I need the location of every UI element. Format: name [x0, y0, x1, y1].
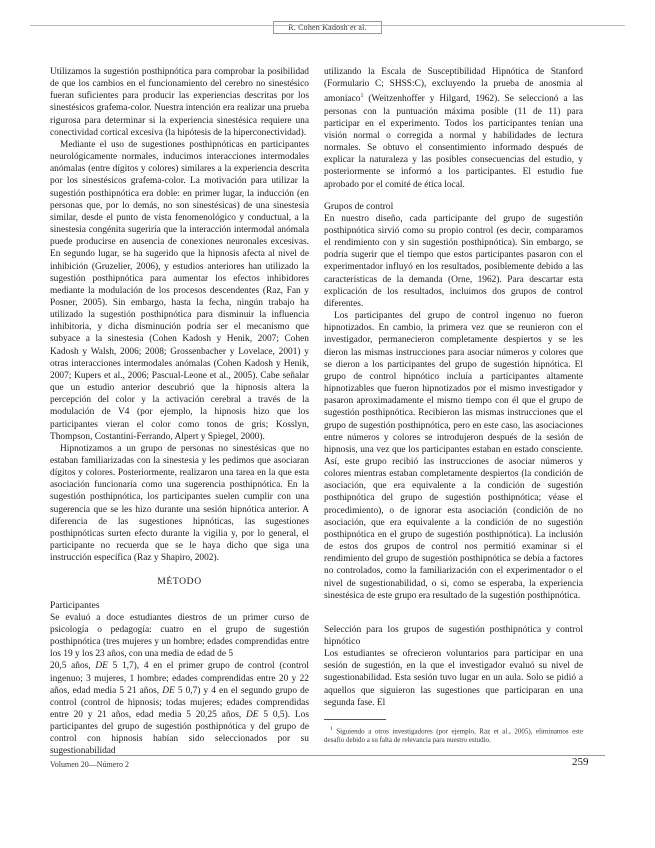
control-paragraph-2: Los participantes del grupo de control ingenuo no fueron hipnotizados. En cambio, la primera vez que se reunieron con el investigador, permanecieron completamente despiertos y se les dieron las mismas instrucciones para asociar números y colores que se dieron a los participantes del grupo de sugestión hipnótica. El grupo de control hipnótico incluía a participantes altamente hipnotizables que fueron hipnotizados por el mismo investigador y pasaron aproximadamente el mismo tiempo con él que el grupo de sugestión posthipnótica. Recibieron las mismas instrucciones que el grupo de sugestión posthipnótica, pero en este caso, las asociaciones entre números y colores se introdujeron después de la sesión de hipnosis, una vez que los participantes estaban en estado consciente. Así, este grupo recibió las instrucciones de asociar números y colores mientras estaban completamente despiertos (la condición de asociación, que era equivalente a la condición de sugestión posthipnótica del grupo de sugestión posthipnótica; véase el procedimiento), o de ignorar esta asociación (condición de no asociación, que era equivalente a la condición de no sugestión posthipnótica en el grupo de sugestión posthipnótica). La inclusión de estos dos grupos de control nos permitió examinar si el rendimiento del grupo de sugestión posthipnótica se debía a factores no controlados, como la familiarización con el experimentador o el nivel de sugestionabilidad, o si, como se esperaba, la experiencia sinestésica de este grupo era resultado de la sugestión posthipnótica. [324, 311, 583, 601]
participants-text-d: 5 0,7) y 4 en el segundo grupo de control (control de hipnosis; todas mujeres; edades comprendidas entre 20 y 21 años, edad media 5 20,25 años, [50, 685, 309, 720]
participants-text-a: Se evaluó a doce estudiantes diestros de un primer curso de psicología o pedagogía: cuatro en el grupo de sugestión posthipnótica (tres mujeres y un hombre; edades comprendidas entre los 19 y los 23 años, con una media de edad de 5 [50, 612, 309, 660]
footnote-rule [324, 719, 386, 720]
left-paragraph-1: Utilizamos la sugestión posthipnótica para comprobar la posibilidad de que los cambios en el funcionamiento del cerebro no sinestésico fueran suficientes para producir las experiencias descritas por los sinestésicos grafema-color. Nuestra intención era realizar una prueba rigurosa para determinar si la experiencia sinestésica requiere una conectividad cortical excesiva (la hipótesis de la hiperconectividad). [50, 67, 309, 138]
section-title-method: MÉTODO [157, 576, 202, 588]
left-column [50, 66, 309, 758]
participants-text-e: 5 0,5). Los participantes del grupo de sugestión posthipnótica y del grupo de control con hipnosis habían sido seleccionados por su sugestionabilidad [50, 709, 309, 757]
running-head [0, 17, 655, 35]
spacer [324, 602, 583, 624]
participants-text-b: 20,5 años, [50, 661, 96, 672]
control-paragraph-1: En nuestro diseño, cada participante del grupo de sugestión posthipnótica sirvió como su propio control (es decir, comparamos el rendimiento con y sin sugestión posthipnótica). Sin embargo, se podría sugerir que el tiempo que estos participantes pasaron con el experimentador influyó en los resultados, posiblemente debido a las características de la demanda (Orne, 1962). Para descartar esta explicación de los resultados, incluimos dos grupos de control diferentes. [324, 213, 583, 309]
selection-heading: Selección para los grupos de sugestión posthipnótica y control hipnótico [324, 623, 583, 647]
left-paragraph-3: Hipnotizamos a un grupo de personas no sinestésicas que no estaban familiarizadas con la sinestesia y les pedimos que asociaran dígitos y colores. Posteriormente, realizaron una tarea en la que esta asociación funcionaría como una sugerencia posthipnótica. En la sugestión posthipnótica, los participantes suelen cumplir con una sugerencia que se les hizo durante una sesión hipnótica anterior. A diferencia de las sugestiones hipnóticas, las sugestiones posthipnóticas surten efecto durante la vigilia y, por lo general, el participante no recuerda que se le haya dicho que siga una instrucción específica (Raz y Shapiro, 2002). [50, 443, 309, 564]
control-groups-heading: Grupos de control [324, 200, 394, 212]
participants-paragraph [50, 612, 309, 758]
footnote-text: Siguiendo a otros investigadores (por ejemplo, Raz et al., 2005), eliminamos este desafío debido a su falta de relevancia para nuestro estudio. [324, 727, 583, 745]
participants-text-c: 5 1,7), 4 en el primer grupo de control (control ingenuo; 3 mujeres, 1 hombre; edades comprendidas entre 20 y 22 años, edad media 5 21 años, [50, 661, 309, 696]
left-paragraph-2: Mediante el uso de sugestiones posthipnóticas en participantes neurológicamente normales, inducimos interacciones intermodales anómalas (entre dígitos y colores) similares a la experiencia descrita por los sinestésicos grafema-color. La motivación para utilizar la sugestión posthipnótica era doble: en primer lugar, la inducción (en personas que, por lo demás, no son sinestésicas) de una sinestesia similar, desde el punto de vista fenomenológico y conductual, a la sinestesia congénita sugeriría que la interacción intermodal anómala puede producirse en ausencia de conexiones neuronales excesivas. En segundo lugar, se ha sugerido que la hipnosis afecta al nivel de inhibición (Gruzelier, 2006), y estudios anteriores han utilizado la sugestión posthipnótica para aumentar los efectos inhibidores mediante la modulación de los procesos descendentes (Raz, Fan y Posner, 2005). Sin embargo, hasta la fecha, ningún trabajo ha utilizado la sugestión posthipnótica para disminuir la influencia inhibitoria, y dicha disminución podría ser el mecanismo que subyace a la sinestesia (Cohen Kadosh y Henik, 2007; Cohen Kadosh y Walsh, 2006; 2008; Grossenbacher y Lovelace, 2001) y otras interacciones intermodales anómalas (Cohen Kadosh y Henik, 2007; Kupers et al., 2006; Pascual-Leone et al., 2005). Cabe señalar que un estudio anterior descubrió que la hipnosis altera la percepción del color y la activación cerebral a través de la modulación de V4 (por ejemplo, la hipnosis hizo que los participantes vieran el color como tonos de gris; Kosslyn, Thompson, Costantini-Ferrando, Alpert y Spiegel, 2000). [50, 139, 309, 442]
sd-label-1: DE [95, 661, 108, 672]
right-paragraph-1b: (Weitzenhoffer y Hilgard, 1962). Se seleccionó a las personas con la puntuación máxima posible (11 de 11) para participar en el experimento. Todos los participantes tenían una visión normal o corregida a normal y habilidades de lectura normales. Se obtuvo el consentimiento informado después de explicar la naturaleza y las posibles consecuencias del estudio, y posteriormente se informó a los participantes. El estudio fue aprobado por el comité de ética local. [324, 94, 583, 190]
sd-label-3: DE [246, 709, 259, 720]
footnote-marker: 1 [360, 93, 364, 100]
participants-heading: Participantes [50, 599, 100, 611]
footnote-number: 1 [330, 725, 333, 732]
right-column [324, 66, 583, 745]
right-paragraph-1 [324, 66, 583, 191]
page-number: 259 [572, 756, 589, 768]
spacer [324, 191, 583, 201]
right-paragraph-1a: utilizando la Escala de Susceptibilidad Hipnótica de Stanford (Formulario C; SHSS:C), excluyendo la prueba de anosmia al amoníaco [324, 67, 583, 105]
header-rule [30, 25, 625, 26]
footer-volume: Volumen 20—Número 2 [50, 760, 129, 769]
footnote [324, 725, 583, 745]
footer-rule [50, 755, 605, 756]
running-head-label: R. Cohen Kadosh et al. [273, 21, 382, 34]
selection-paragraph: Los estudiantes se ofrecieron voluntarios para participar en una sesión de sugestión, en la que el investigador evaluó su nivel de sugestionabilidad. Esta sesión tuvo lugar en un aula. Solo se pidió a aquellos que siguieron las sugestiones que participaran en una segunda fase. El [324, 649, 583, 708]
sd-label-2: DE [162, 685, 175, 696]
